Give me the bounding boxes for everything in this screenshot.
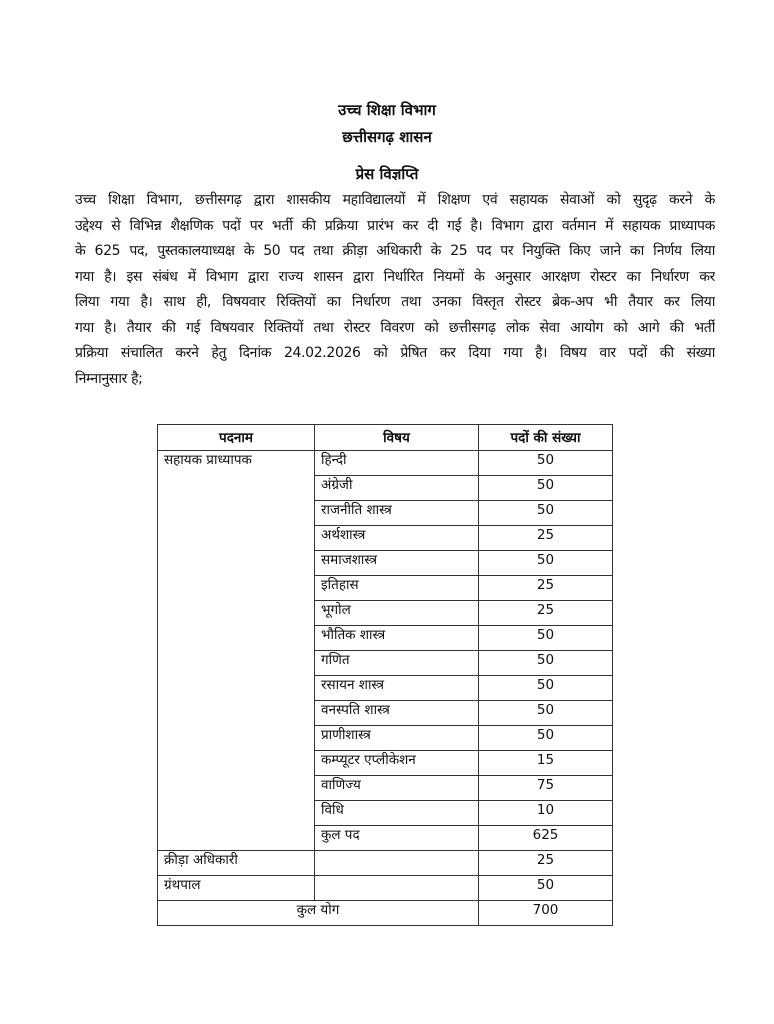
count-cell: 15 <box>479 751 613 776</box>
subtotal-count: 625 <box>479 826 613 851</box>
subject-cell: अर्थशास्त्र <box>315 526 479 551</box>
count-cell: 25 <box>479 576 613 601</box>
count-cell: 50 <box>479 876 613 901</box>
table-header-row <box>158 425 613 451</box>
subject-cell: वनस्पति शास्त्र <box>315 701 479 726</box>
press-release-title: प्रेस विज्ञप्ति <box>355 165 419 183</box>
body-line: उच्च शिक्षा विभाग, छत्तीसगढ़ द्वारा शासकीय महाविद्यालयों में शिक्षण एवं सहायक सेवाओं को सुदृढ़ करने के <box>75 192 715 208</box>
body-line: के 625 पद, पुस्तकालयाध्यक्ष के 50 पद तथा क्रीड़ा अधिकारी के 25 पद पर नियुक्ति किए जाने का निर्णय लिया <box>75 243 715 259</box>
header-post: पदनाम <box>158 425 315 451</box>
table-row-librarian <box>158 876 613 901</box>
body-line: प्रक्रिया संचालित करने हेतु दिनांक 24.02.2026 को प्रेषित कर दिया गया है। विषय वार पदों की संख्या <box>75 345 715 361</box>
subtotal-label: कुल पद <box>315 826 479 851</box>
count-cell: 50 <box>479 476 613 501</box>
subject-cell: समाजशास्त्र <box>315 551 479 576</box>
subject-cell: इतिहास <box>315 576 479 601</box>
table-row-sports-officer <box>158 851 613 876</box>
table-row <box>158 451 613 476</box>
grand-total-count: 700 <box>479 901 613 926</box>
vacancy-table <box>157 424 613 926</box>
department-heading: उच्च शिक्षा विभाग <box>338 101 436 119</box>
count-cell: 25 <box>479 526 613 551</box>
header-count: पदों की संख्या <box>479 425 613 451</box>
subject-cell: गणित <box>315 651 479 676</box>
count-cell: 25 <box>479 601 613 626</box>
grand-total-label: कुल योग <box>158 901 479 926</box>
subject-cell: कम्प्यूटर एप्लीकेशन <box>315 751 479 776</box>
body-line: लिया गया है। साथ ही, विषयवार रिक्तियों का निर्धारण तथा उनका विस्तृत रोस्टर ब्रेक-अप भी तैयार कर लिया <box>75 294 715 310</box>
subject-cell: रसायन शास्त्र <box>315 676 479 701</box>
body-line: गया है। इस संबंध में विभाग द्वारा राज्य शासन द्वारा निर्धारित नियमों के अनुसार आरक्षण रोस्टर का निर्धारण कर <box>75 268 715 285</box>
subject-cell: वाणिज्य <box>315 776 479 801</box>
subject-cell: प्राणीशास्त्र <box>315 726 479 751</box>
subject-cell: विधि <box>315 801 479 826</box>
count-cell: 75 <box>479 776 613 801</box>
post-sports-officer: क्रीड़ा अधिकारी <box>158 851 315 876</box>
body-line: गया है। तैयार की गई विषयवार रिक्तियों तथा रोस्टर विवरण को छत्तीसगढ़ लोक सेवा आयोग को आगे की भर्ती <box>75 319 715 336</box>
count-cell: 50 <box>479 676 613 701</box>
subject-cell: भूगोल <box>315 601 479 626</box>
body-line: निम्नानुसार है; <box>75 370 143 387</box>
subject-cell: अंग्रेजी <box>315 476 479 501</box>
subject-cell: भौतिक शास्त्र <box>315 626 479 651</box>
post-assistant-professor: सहायक प्राध्यापक <box>158 451 315 851</box>
count-cell: 25 <box>479 851 613 876</box>
post-librarian: ग्रंथपाल <box>158 876 315 901</box>
subject-cell: हिन्दी <box>315 451 479 476</box>
subject-cell <box>315 851 479 876</box>
count-cell: 50 <box>479 451 613 476</box>
count-cell: 50 <box>479 701 613 726</box>
subject-cell: राजनीति शास्त्र <box>315 501 479 526</box>
grand-total-row <box>158 901 613 926</box>
count-cell: 50 <box>479 726 613 751</box>
count-cell: 50 <box>479 651 613 676</box>
count-cell: 10 <box>479 801 613 826</box>
government-heading: छत्तीसगढ़ शासन <box>342 128 432 146</box>
count-cell: 50 <box>479 551 613 576</box>
header-subject: विषय <box>315 425 479 451</box>
count-cell: 50 <box>479 501 613 526</box>
press-release-body <box>75 188 715 392</box>
body-line: उद्देश्य से विभिन्न शैक्षणिक पदों पर भर्ती की प्रक्रिया प्रारंभ कर दी गई है। विभाग द्वारा वर्तमान में सहायक प्राध्यापक <box>75 217 715 234</box>
count-cell: 50 <box>479 626 613 651</box>
subject-cell <box>315 876 479 901</box>
